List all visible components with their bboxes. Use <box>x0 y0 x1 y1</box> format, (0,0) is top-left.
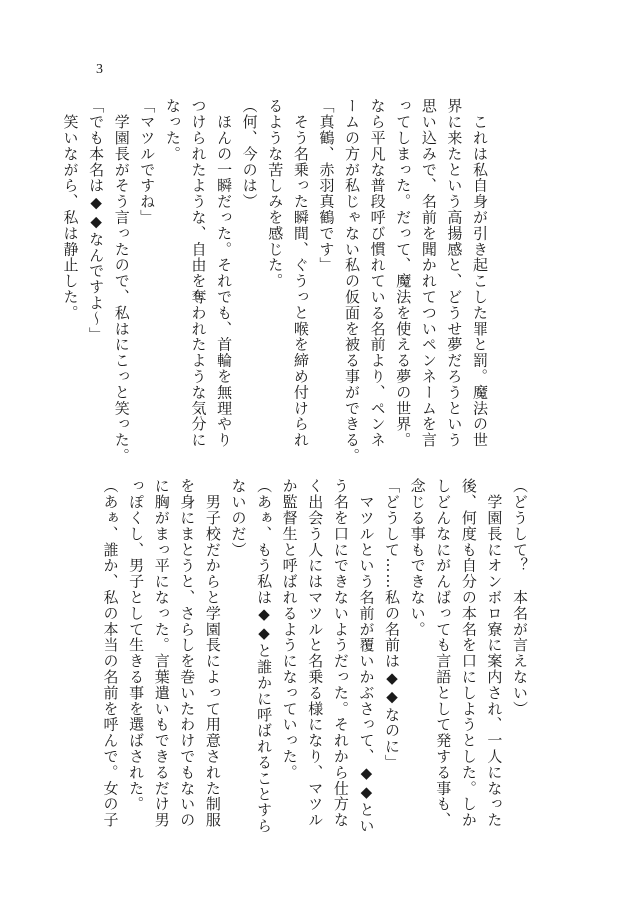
text-line: う名を口にできないようだった。それから仕方な <box>331 478 350 828</box>
text-line: マツルという名前が覆いかぶさって、◆◆とい <box>357 478 376 834</box>
text-line: っぽくし、男子として生きる事を選ばされた。 <box>127 478 146 812</box>
text-line: るような苦しみを感じた。 <box>266 98 285 289</box>
text-line: なった。 <box>163 98 182 162</box>
text-line: これは私自身が引き起こした罪と罰。魔法の世 <box>471 98 489 448</box>
text-line: なら平凡な普段呼び慣れている名前より、ペンネ <box>368 98 387 448</box>
text-line: ほんの一瞬だった。それでも、首輪を無理やり <box>215 98 234 448</box>
text-line: （どうして？ 本名が言えない） <box>511 478 529 717</box>
text-column-bottom <box>92 478 532 838</box>
text-line: 男子校だからと学園長によって用意された制服 <box>203 478 222 828</box>
text-line: ームの方が私じゃない私の仮面を被る事ができる。 <box>343 98 362 464</box>
text-line: 学園長にオンボロ寮に案内され、一人になった <box>485 478 504 828</box>
text-line: 学園長がそう言ったので、私はにこっと笑った。 <box>112 98 131 464</box>
text-column-top <box>61 98 492 464</box>
text-line: 界に来たという高揚感と、どうせ夢だろうという <box>445 98 464 448</box>
text-line: 「どうして……私の名前は◆◆なのに」 <box>383 478 402 771</box>
text-line: 笑いながら、私は静止した。 <box>61 98 80 321</box>
page-number: 3 <box>96 62 103 77</box>
text-line: 思い込みで、名前を聞かれてついペンネームを言 <box>419 98 438 448</box>
text-line: 「真鶴、赤羽真鶴です」 <box>317 98 336 273</box>
text-line: つけられたような、自由を奪われたような気分に <box>189 98 208 448</box>
text-line: か監督生と呼ばれるようになっていった。 <box>280 478 299 781</box>
text-line: 「マツルですね」 <box>138 98 157 226</box>
text-line: ってしまった。だって、魔法を使える夢の世界。 <box>394 98 413 448</box>
text-line: （あぁ、もう私は◆◆と誰かに呼ばれることすら <box>255 478 274 834</box>
text-line: 「でも本名は◆◆なんですよ～」 <box>87 98 106 343</box>
text-line: に胸がまっ平になった。言葉遣いもできるだけ男 <box>152 478 171 828</box>
text-line: （あぁ、誰か、私の本当の名前を呼んで。女の子 <box>101 478 120 828</box>
text-line: （何、今のは） <box>240 98 259 210</box>
text-line: ないのだ） <box>229 478 248 558</box>
text-line: 念じる事もできない。 <box>408 478 427 637</box>
text-line: を身にまとうと、さらしを巻いたわけでもないの <box>178 478 197 828</box>
text-line: く出会う人にはマツルと名乗る様になり、マツル <box>306 478 325 828</box>
text-line: そう名乗った瞬間、ぐうっと喉を締め付けられ <box>291 98 310 448</box>
text-line: 後、何度も自分の本名を口にしようとした。しか <box>459 478 478 828</box>
text-line: しどんなにがんばっても言語として発する事も、 <box>434 478 453 828</box>
